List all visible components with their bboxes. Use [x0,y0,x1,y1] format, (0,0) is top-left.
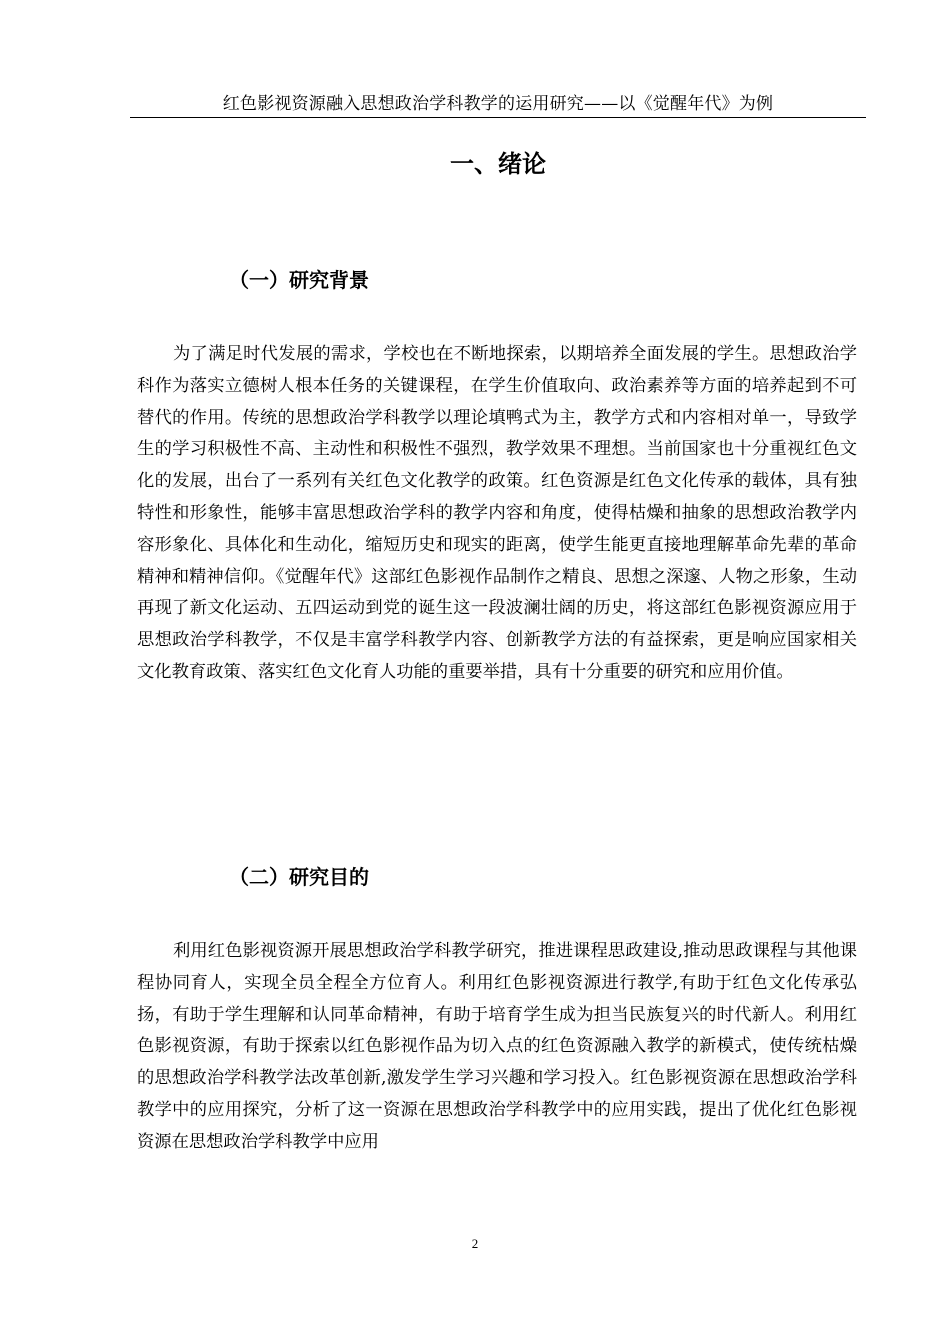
running-header: 红色影视资源融入思想政治学科教学的运用研究——以《觉醒年代》为例 [222,94,774,114]
header-rule [130,117,866,118]
section-heading-purpose: （二）研究目的 [229,865,369,889]
section-paragraph-purpose: 利用红色影视资源开展思想政治学科教学研究，推进课程思政建设,推动思政课程与其他课程协同育人，实现全员全程全方位育人。利用红色影视资源进行教学,有助于红色文化传承弘扬，有助于学生理解和认同革命精神，有助于培育学生成为担当民族复兴的时代新人。利用红色影视资源，有助于探索以红色影视作品为切入点的红色资源融入教学的新模式，使传统枯燥的思想政治学科教学法改革创新,激发学生学习兴趣和学习投入。红色影视资源在思想政治学科教学中的应用探究，分析了这一资源在思想政治学科教学中的应用实践，提出了优化红色影视资源在思想政治学科教学中应用 [137,941,857,1152]
section-heading-background: （一）研究背景 [229,268,369,292]
page-number: 2 [471,1236,479,1251]
section-paragraph-background: 为了满足时代发展的需求，学校也在不断地探索，以期培养全面发展的学生。思想政治学科作为落实立德树人根本任务的关键课程，在学生价值取向、政治素养等方面的培养起到不可替代的作用。传统的思想政治学科教学以理论填鸭式为主，教学方式和内容相对单一，导致学生的学习积极性不高、主动性和积极性不强烈，教学效果不理想。当前国家也十分重视红色文化的发展，出台了一系列有关红色文化教学的政策。红色资源是红色文化传承的载体，具有独特性和形象性，能够丰富思想政治学科的教学内容和角度，使得枯燥和抽象的思想政治教学内容形象化、具体化和生动化，缩短历史和现实的距离，使学生能更直接地理解革命先辈的革命精神和精神信仰。《觉醒年代》这部红色影视作品制作之精良、思想之深邃、人物之形象，生动再现了新文化运动、五四运动到党的诞生这一段波澜壮阔的历史，将这部红色影视资源应用于思想政治学科教学，不仅是丰富学科教学内容、创新教学方法的有益探索，更是响应国家相关文化教育政策、落实红色文化育人功能的重要举措，具有十分重要的研究和应用价值。 [137,344,857,682]
chapter-title: 一、绪论 [450,150,546,178]
